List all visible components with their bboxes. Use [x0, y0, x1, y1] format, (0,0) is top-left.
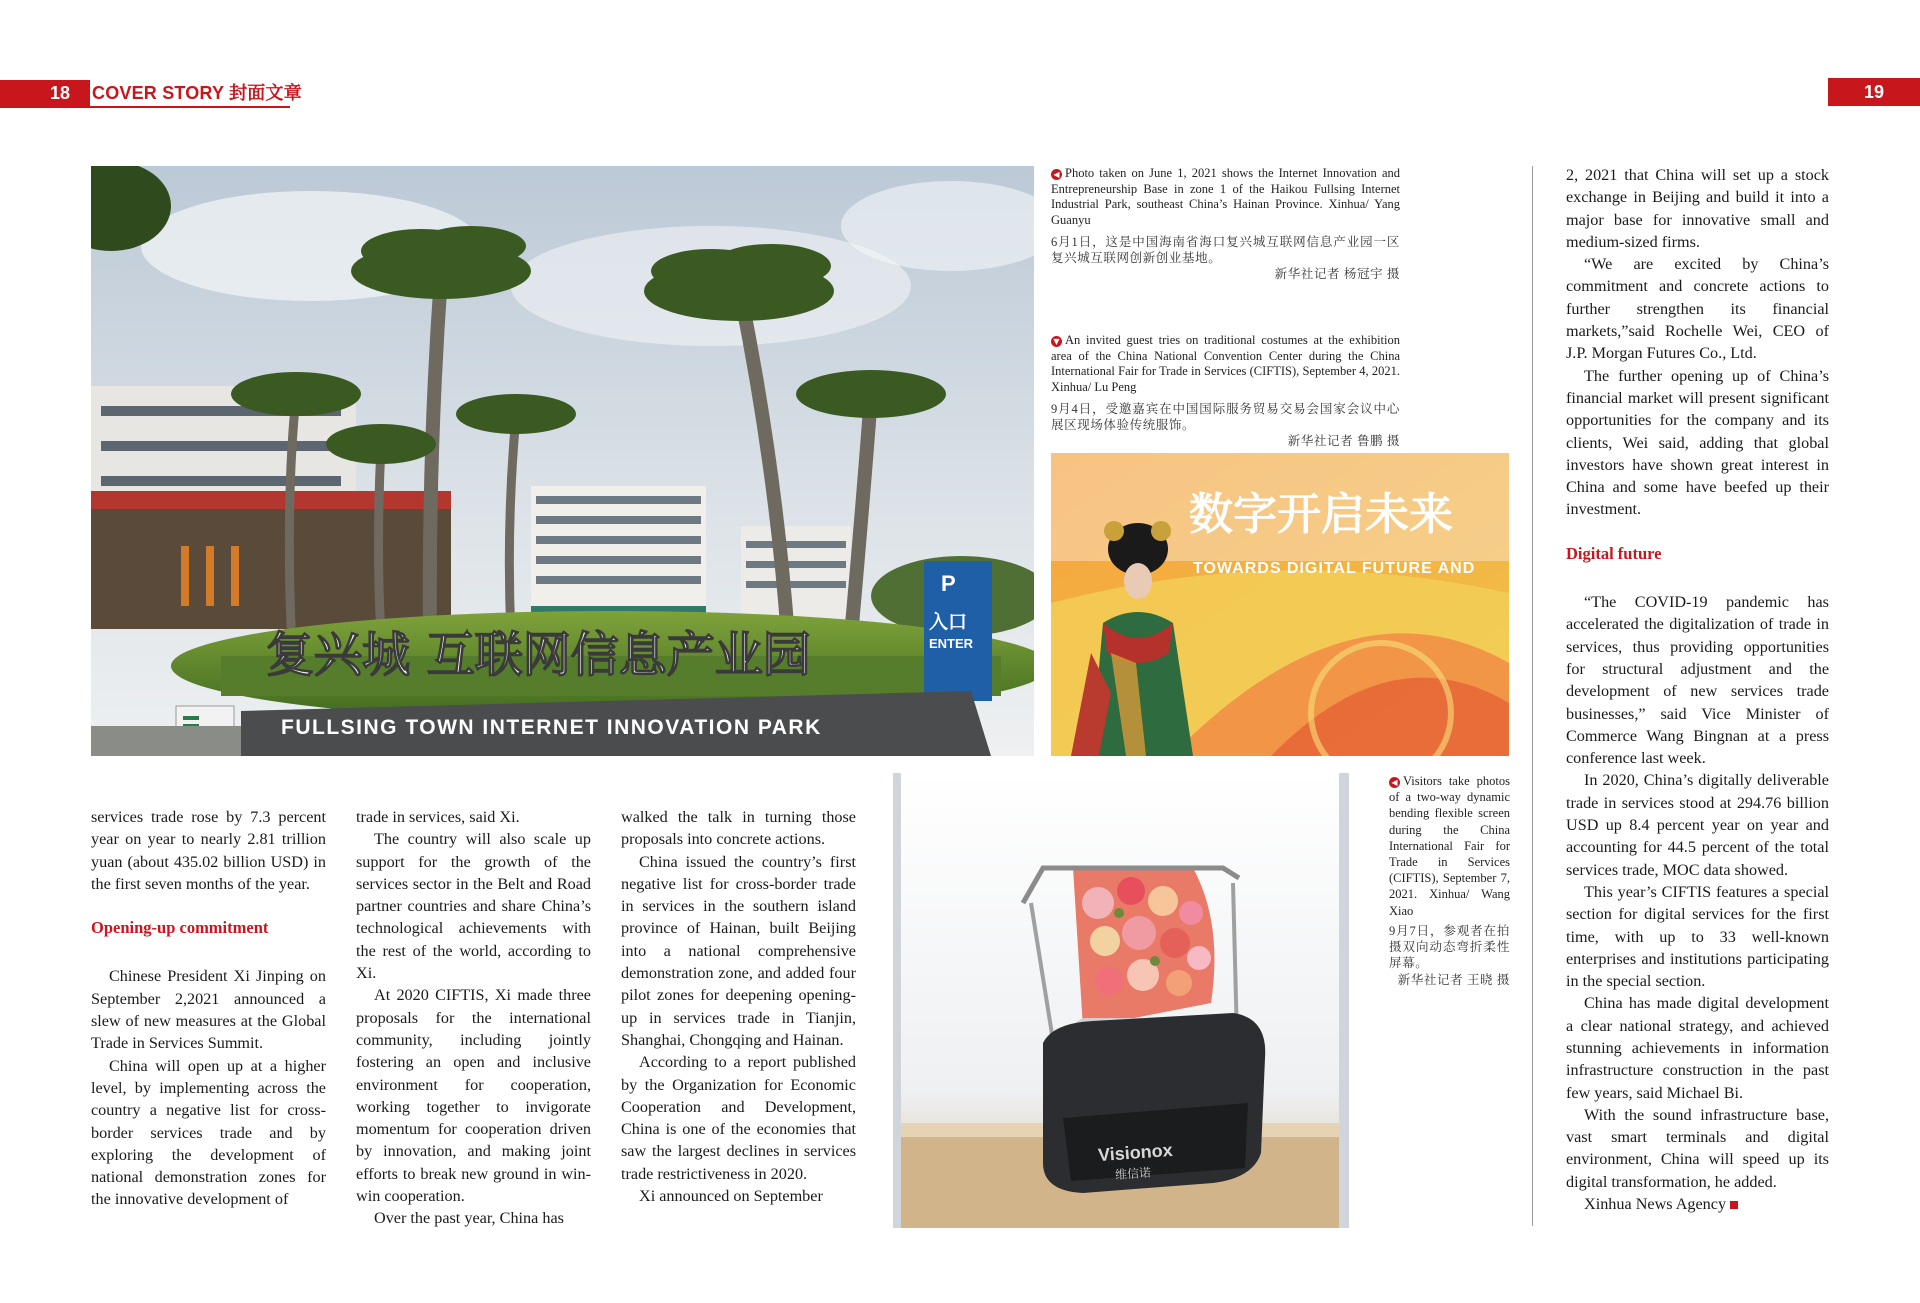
- caption-park-cn-text: 6月1日，这是中国海南省海口复兴城互联网信息产业园一区复兴城互联网创新创业基地。: [1051, 235, 1400, 265]
- article-column-1: [91, 806, 326, 1211]
- caption-screen-cn: [1389, 923, 1510, 988]
- paragraph: At 2020 CIFTIS, Xi made three proposals for the international community, including jointly fostering an open and inclusive environment for cooperation, working together to invigorate momentum for cooperation driven by innovation, and making joint efforts to break new ground in win-win cooperation.: [356, 986, 591, 1206]
- banner-en: TOWARDS DIGITAL FUTURE AND: [1193, 560, 1476, 577]
- caption-marker-icon: ▼: [1051, 336, 1062, 347]
- header-rule: [0, 106, 290, 108]
- end-mark-icon: [1730, 1201, 1738, 1209]
- caption-park-cn: [1051, 234, 1400, 282]
- paragraph: In 2020, China’s digitally deliverable trade in services stood at 294.76 billion USD up 8.4 percent year on year and accounting for 44.5 percent of the total services trade, MOC data showed.: [1566, 771, 1829, 879]
- caption-costume-credit: 新华社记者 鲁鹏 摄: [1287, 434, 1400, 448]
- paragraph: Xi announced on September: [639, 1187, 823, 1206]
- paragraph: services trade rose by 7.3 percent year on year to nearly 2.81 trillion yuan (about 435.02 billion USD) in the first seven months of the year.: [91, 808, 326, 893]
- paragraph: walked the talk in turning those proposals into concrete actions.: [621, 808, 856, 849]
- caption-screen-credit: 新华社记者 王晓 摄: [1397, 972, 1510, 987]
- paragraph: 2, 2021 that China will set up a stock exchange in Beijing and build it into a major base for innovative small and medium-sized firms.: [1566, 166, 1829, 251]
- paragraph: Over the past year, China has: [374, 1209, 564, 1228]
- paragraph: China has made digital development a clear national strategy, and achieved stunning achievements in information infrastructure construction in the past few years, said Michael Bi.: [1566, 994, 1829, 1102]
- paragraph: With the sound infrastructure base, vast smart terminals and digital environment, China will speed up its digital transformation, he added.: [1566, 1105, 1829, 1191]
- caption-screen-en-text: Visitors take photos of a two-way dynamic bending flexible screen during the China International Fair for Trade in Services (CIFTIS), September 7, 2021. Xinhua/ Wang Xiao: [1389, 774, 1510, 918]
- entrance-sign-cn: 入口: [929, 611, 968, 633]
- caption-costume-cn: [1051, 401, 1400, 449]
- caption-marker-icon: ◀: [1051, 169, 1062, 180]
- subheading-digital-future: Digital future: [1566, 543, 1662, 563]
- article-column-3: [621, 806, 856, 1207]
- paragraph: China issued the country’s first negative list for cross-border trade in services in the southern island province of Hainan, built Beijing into a national comprehensive demonstration zone, and added four pilot zones for deepening opening-up in services trade in Tianjin, Shanghai, Chongqing and Hainan.: [621, 852, 856, 1049]
- parking-sign-letter: P: [941, 571, 956, 596]
- paragraph: trade in services, said Xi.: [356, 808, 520, 826]
- page-number-left: 18: [50, 83, 71, 103]
- photo-traditional-costume: [1051, 453, 1509, 756]
- paragraph: Chinese President Xi Jinping on September 2,2021 announced a slew of new measures at the Global Trade in Services Summit.: [91, 967, 326, 1053]
- caption-costume-cn-text: 9月4日，受邀嘉宾在中国国际服务贸易交易会国家会议中心展区现场体验传统服饰。: [1051, 402, 1400, 432]
- page-number-right: 19: [1863, 82, 1885, 102]
- photo-flexible-screen: [893, 773, 1349, 1228]
- park-sign-en: FULLSING TOWN INTERNET INNOVATION PARK: [281, 716, 822, 739]
- paragraph: This year’s CIFTIS features a special section for digital services for the first time, with up to 33 well-known enterprises and institutions participating in the special section.: [1566, 882, 1829, 991]
- entrance-sign-en: ENTER: [929, 636, 974, 651]
- paragraph: According to a report published by the Organization for Economic Cooperation and Development, China is one of the economies that saw the largest declines in services trade restrictiveness in 2020.: [621, 1053, 856, 1183]
- caption-screen-cn-text: 9月7日，参观者在拍摄双向动态弯折柔性屏幕。: [1389, 924, 1510, 971]
- paragraph: “The COVID-19 pandemic has accelerated the digitalization of trade in services, thus providing opportunities for structural adjustment and the development of new services trade businesses,” said Vice Minister of Commerce Wang Bingnan at a press conference last week.: [1566, 593, 1829, 768]
- paragraph: China will open up at a higher level, by implementing across the country a negative list for cross-border services trade and by exploring the development of national demonstration zones for the innovative development of: [91, 1056, 326, 1209]
- article-signature: [1566, 1193, 1829, 1215]
- caption-costume-en-text: An invited guest tries on traditional costumes at the exhibition area of the China National Convention Center during the China International Fair for Trade in Services (CIFTIS), September 4, 2021. Xinhua/ Lu Peng: [1051, 333, 1400, 394]
- paragraph: The country will also scale up support for the growth of the services sector in the Belt and Road partner countries and share China’s technological achievements with the rest of the world, according to Xi.: [356, 830, 591, 983]
- article-column-4: [1566, 164, 1829, 1215]
- banner-cn: 数字开启未来: [1189, 489, 1453, 540]
- column-divider: [1532, 166, 1533, 1226]
- caption-park-en-text: Photo taken on June 1, 2021 shows the Internet Innovation and Entrepreneurship Base in zone 1 of the Haikou Fullsing Internet Industrial Park, southeast China’s Hainan Province. Xinhua/ Yang Guanyu: [1051, 166, 1400, 227]
- section-title: COVER STORY 封面文章: [92, 83, 302, 103]
- screen-brand-cn: 维信诺: [1114, 1165, 1152, 1182]
- header-page-tab-left: [0, 80, 90, 106]
- article-column-2: [356, 806, 591, 1230]
- subheading-opening-up: Opening-up commitment: [91, 918, 269, 938]
- caption-costume-en: [1051, 333, 1400, 395]
- caption-marker-icon: ◀: [1389, 777, 1400, 788]
- paragraph: “We are excited by China’s commitment and concrete actions to further strengthen its financial markets,”said Rochelle Wei, CEO of J.P. Morgan Futures Co., Ltd.: [1566, 255, 1829, 363]
- paragraph: The further opening up of China’s financial market will present significant opportunities for the company and its clients, Wei said, adding that global investors have shown great interest in China and some have beefed up their investment.: [1566, 366, 1829, 519]
- caption-screen-en: [1389, 773, 1510, 919]
- caption-park-credit: 新华社记者 杨冠宇 摄: [1274, 267, 1400, 281]
- caption-park-en: [1051, 166, 1400, 228]
- screen-brand: Visionox: [1097, 1139, 1174, 1166]
- signature-text: Xinhua News Agency: [1584, 1195, 1727, 1214]
- park-sign-cn: 复兴城 互联网信息产业园: [266, 627, 811, 683]
- photo-fullsing-park: [91, 166, 1034, 756]
